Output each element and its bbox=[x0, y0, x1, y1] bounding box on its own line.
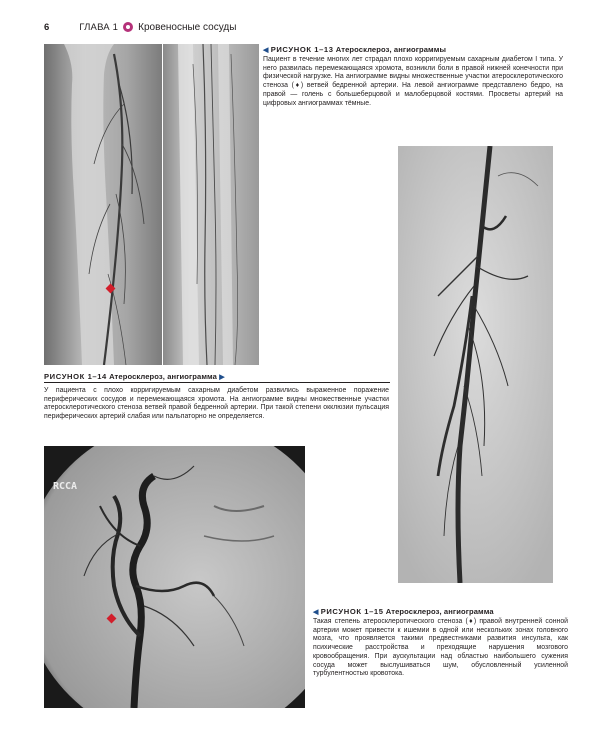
figure-14-text: У пациента с плохо корригируемым сахарным диабетом развились выраженное поражение периферических сосудов и перемежающаяся хромота. На ангиограмме видны множественные участки атеросклеротического стеноза ветвей правой бедренной артерии. При такой степени окклюзии пульсация периферических артерий слабая или пальпаторно не определяется. bbox=[44, 387, 389, 421]
page-header bbox=[44, 20, 236, 34]
chapter-label: ГЛАВА 1 bbox=[79, 21, 119, 33]
figure-15-text: Такая степень атеросклеротического стеноза (♦) правой внутренней сонной артерии может привести к ишемии в одной или нескольких зонах головного мозга, что проявляется такими предвестниками развития инсульта, как психические расстройства и преходящие нарушения мозгового кровообращения. При аускультации над областью наибольшего сужения сосуда может выслушиваться шум, обусловленный усиленной турбулентностью кровотока. bbox=[313, 618, 568, 678]
figure-14-caption-title bbox=[44, 372, 389, 381]
figure-13-label: РИСУНОК 1–13 bbox=[270, 45, 334, 54]
figure-13-right-image bbox=[163, 44, 259, 365]
figure-15-title: Атеросклероз, ангиограмма bbox=[385, 607, 494, 616]
figure-15-label: РИСУНОК 1–15 bbox=[320, 607, 384, 616]
figure-14-image bbox=[398, 146, 553, 583]
figure-15-caption bbox=[313, 607, 568, 679]
figure-13-caption bbox=[263, 45, 563, 108]
caption-arrow-left-icon: ◀ bbox=[313, 609, 319, 616]
figure-13-text: Пациент в течение многих лет страдал плохо корригируемым сахарным диабетом I типа. У него развилась перемежающаяся хромота, возникли боли в правой нижней конечности при физической нагрузке. На ангиограмме видны множественные участки атеросклеротического стеноза (♦) ветвей бедренной артерии. На левой ангиограмме представлено бедро, на правой — голень с большеберцовой и малоберцовой костями. Просветы артерий на цифровых ангиограммах тёмные. bbox=[263, 56, 563, 107]
caption-arrow-right-icon: ▶ bbox=[219, 374, 225, 381]
rcca-image-label: RCCA bbox=[53, 481, 78, 492]
figure-14-caption bbox=[44, 372, 389, 422]
caption-arrow-left-icon: ◀ bbox=[263, 47, 269, 54]
figure-14-title: Атеросклероз, ангиограмма bbox=[109, 372, 217, 381]
figure-15-image bbox=[44, 446, 305, 708]
figure-13-left-image bbox=[44, 44, 162, 365]
chapter-bullet-icon bbox=[123, 22, 133, 32]
figure-15-caption-title bbox=[313, 607, 568, 616]
figure-13-title: Атеросклероз, ангиограммы bbox=[335, 45, 447, 54]
page-number: 6 bbox=[44, 21, 50, 33]
section-title: Кровеносные сосуды bbox=[138, 21, 237, 33]
figure-13-caption-title bbox=[263, 45, 563, 54]
figure-14-divider bbox=[44, 382, 390, 383]
figure-14-label: РИСУНОК 1–14 bbox=[44, 372, 107, 381]
